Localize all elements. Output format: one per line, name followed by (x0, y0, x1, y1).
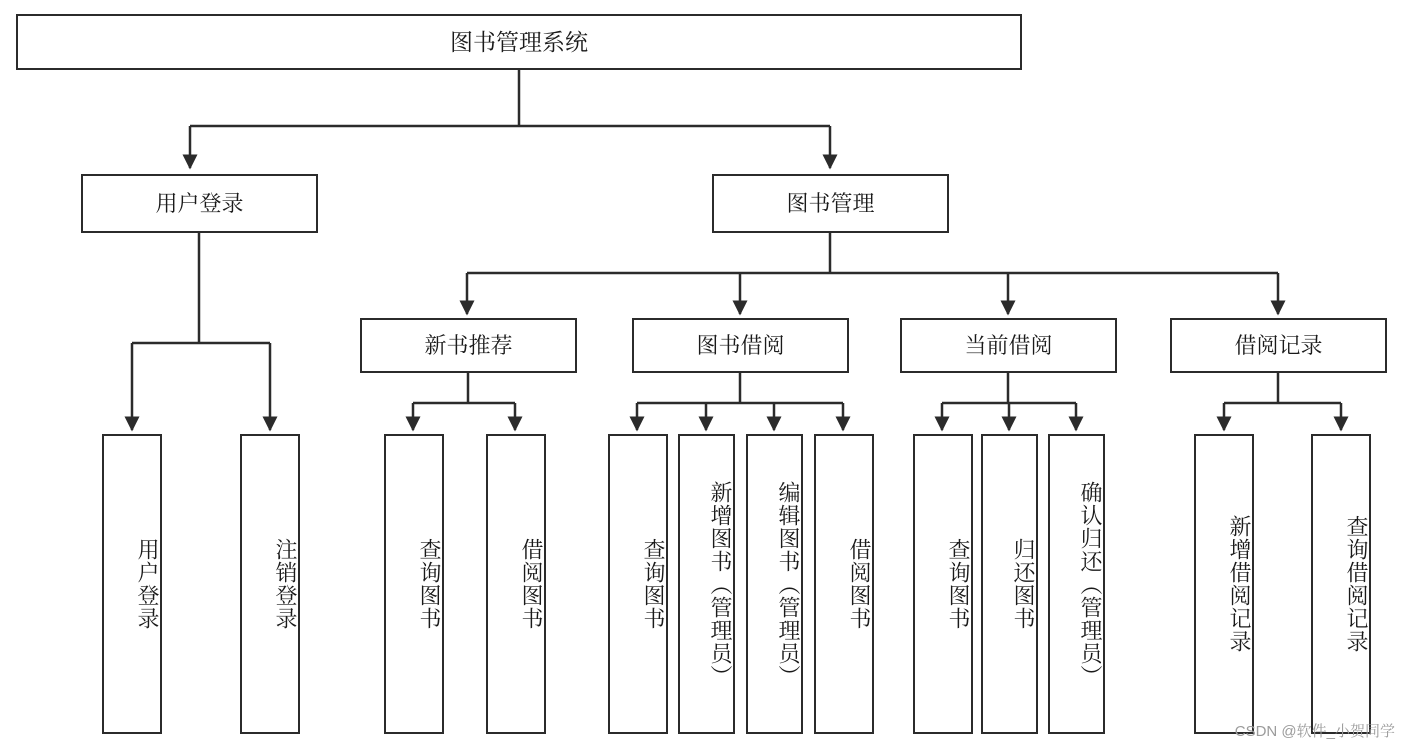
node-root-label: 图书管理系统 (450, 28, 588, 55)
leaf-confirm-return[interactable] (1048, 434, 1105, 734)
leaf-add-book[interactable] (678, 434, 735, 734)
leaf-edit-book[interactable] (746, 434, 803, 734)
leaf-query-book-2-label: 查询图书 (641, 538, 666, 630)
node-user-login[interactable] (81, 174, 318, 233)
leaf-return-book-label: 归还图书 (1011, 538, 1036, 630)
leaf-add-book-label: 新增图书（管理员） (708, 480, 733, 688)
node-book-borrow[interactable] (632, 318, 849, 373)
leaf-add-record-label: 新增借阅记录 (1227, 515, 1252, 653)
leaf-borrow-book-1-label: 借阅图书 (519, 538, 544, 630)
leaf-query-book-1-label: 查询图书 (417, 538, 442, 630)
leaf-query-book-3-label: 查询图书 (946, 538, 971, 630)
leaf-user-login[interactable] (102, 434, 162, 734)
watermark: CSDN @软件_小贺同学 (1234, 723, 1395, 740)
leaf-user-login-label: 用户登录 (135, 538, 160, 630)
leaf-borrow-book-1[interactable] (486, 434, 546, 734)
node-new-book-recommend[interactable] (360, 318, 577, 373)
leaf-return-book[interactable] (981, 434, 1038, 734)
leaf-query-book-2[interactable] (608, 434, 668, 734)
leaf-query-book-3[interactable] (913, 434, 973, 734)
node-borrow-records-label: 借阅记录 (1234, 332, 1323, 358)
node-root[interactable] (16, 14, 1022, 70)
leaf-query-record-label: 查询借阅记录 (1344, 515, 1369, 653)
node-book-borrow-label: 图书借阅 (696, 332, 785, 358)
leaf-confirm-return-label: 确认归还（管理员） (1078, 480, 1103, 688)
node-book-management[interactable] (712, 174, 949, 233)
node-new-book-recommend-label: 新书推荐 (424, 332, 513, 358)
leaf-logout-label: 注销登录 (273, 538, 298, 630)
node-borrow-records[interactable] (1170, 318, 1387, 373)
node-user-login-label: 用户登录 (155, 190, 244, 216)
leaf-edit-book-label: 编辑图书（管理员） (776, 480, 801, 688)
leaf-add-record[interactable] (1194, 434, 1254, 734)
node-current-borrow[interactable] (900, 318, 1117, 373)
node-current-borrow-label: 当前借阅 (964, 332, 1053, 358)
leaf-borrow-book-2[interactable] (814, 434, 874, 734)
leaf-borrow-book-2-label: 借阅图书 (847, 538, 872, 630)
leaf-query-record[interactable] (1311, 434, 1371, 734)
leaf-logout[interactable] (240, 434, 300, 734)
leaf-query-book-1[interactable] (384, 434, 444, 734)
node-book-management-label: 图书管理 (786, 190, 875, 216)
